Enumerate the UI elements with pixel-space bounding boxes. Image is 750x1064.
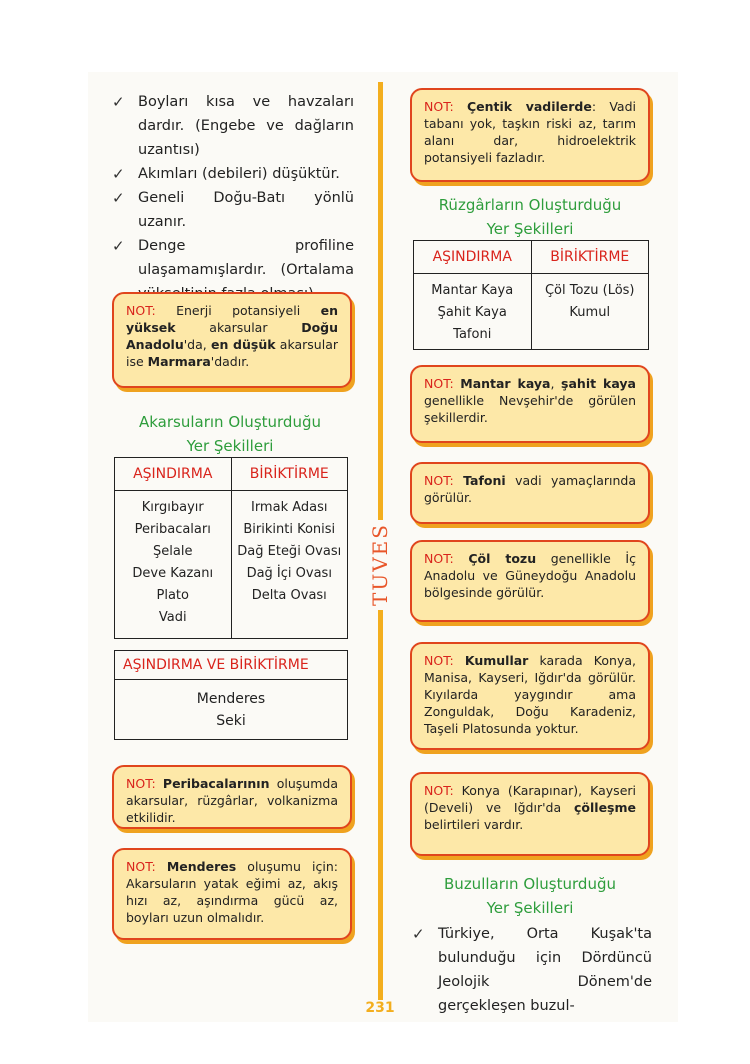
check-icon: ✓ (112, 237, 125, 255)
table-cell: Kırgıbayır Peribacaları Şelale Deve Kazanı Plato Vadi (115, 491, 232, 639)
brand-logo (368, 520, 394, 610)
river-landforms-table (114, 457, 348, 639)
table-header: AŞINDIRMA (115, 458, 232, 491)
section-heading-glaciers: Buzulların Oluşturduğu Yer Şekilleri (444, 875, 616, 917)
list-item: ✓ Geneli Doğu-Batı yönlü uzanır. (112, 186, 354, 234)
note-label: NOT: (126, 859, 156, 874)
erosion-deposition-box (114, 650, 348, 740)
table-header: AŞINDIRMA (414, 241, 532, 274)
page-number: 231 (355, 1000, 405, 1016)
note-label: NOT: (424, 783, 454, 798)
check-icon: ✓ (112, 165, 125, 183)
section-heading-winds: Rüzgârların Oluşturduğu Yer Şekilleri (438, 196, 622, 238)
list-item: ✓ Akımları (debileri) düşüktür. (112, 162, 354, 186)
note-label: NOT: (424, 473, 454, 488)
left-bullet-list (112, 90, 354, 306)
note-label: NOT: (424, 376, 454, 391)
table-header: BİRİKTİRME (231, 458, 348, 491)
note-tafoni: NOT: Tafoni vadi yamaçlarında görülür. (410, 462, 650, 524)
table-header: BİRİKTİRME (531, 241, 649, 274)
check-icon: ✓ (112, 93, 125, 111)
check-icon: ✓ (412, 925, 425, 943)
table-cell: Mantar Kaya Şahit Kaya Tafoni (414, 274, 532, 350)
check-icon: ✓ (112, 189, 125, 207)
list-item: ✓ Türkiye, Orta Kuşak'ta bulunduğu için Dördüncü Jeolojik Dönem'de gerçekleşen buzul- (412, 922, 652, 1018)
wind-landforms-table (413, 240, 649, 350)
box-header: AŞINDIRMA VE BİRİKTİRME (115, 651, 347, 680)
note-mushroom-rock: NOT: Mantar kaya, şahit kaya genellikle Nevşehir'de görülen şekillerdir. (410, 365, 650, 443)
right-bullet-list (412, 922, 652, 1018)
list-item: ✓ Denge profiline ulaşamamışlardır. (Ortalama (112, 234, 354, 306)
note-gorges: NOT: Çentik vadilerde: Vadi tabanı yok, taşkın riski az, tarım alanı dar, hidroelektrik potansiyeli fazladır. (410, 88, 650, 182)
note-label: NOT: (126, 303, 156, 318)
table-cell: Irmak Adası Birikinti Konisi Dağ Eteği Ovası Dağ İçi Ovası Delta Ovası (231, 491, 348, 639)
table-cell: Çöl Tozu (Lös) Kumul (531, 274, 649, 350)
note-energy-potential: NOT: Enerji potansiyeli en yüksek akarsular Doğu Anadolu'da, en düşük akarsular ise Marmara'dadır. (112, 292, 352, 388)
note-meanders: NOT: Menderes oluşumu için: Akarsuların yatak eğimi az, akış hızı az, aşındırma gücü az, boyları uzun olmalıdır. (112, 848, 352, 940)
list-item: ✓ Boyları kısa ve havzaları dardır. (Engebe ve dağların uzantısı) (112, 90, 354, 162)
note-label: NOT: (424, 653, 454, 668)
note-label: NOT: (424, 551, 454, 566)
note-fairy-chimneys: NOT: Peribacalarının oluşumda akarsular, rüzgârlar, volkanizma etkilidir. (112, 765, 352, 829)
section-heading-rivers: Akarsuların Oluşturduğu Yer Şekilleri (139, 413, 321, 455)
note-desertification: NOT: Konya (Karapınar), Kayseri (Develi) ve Iğdır'da çölleşme belirtileri vardır. (410, 772, 650, 856)
note-dunes: NOT: Kumullar karada Konya, Manisa, Kayseri, Iğdır'da görülür. Kıyılarda yaygındır ama Zonguldak, Doğu Karadeniz, Taşeli Platosunda yoktur. (410, 642, 650, 750)
brand-text: TUVES (368, 523, 392, 606)
note-label: NOT: (424, 99, 454, 114)
box-body: Menderes Seki (196, 691, 266, 729)
note-label: NOT: (126, 776, 156, 791)
note-desert-dust: NOT: Çöl tozu genellikle İç Anadolu ve Güneydoğu Anadolu bölgesinde görülür. (410, 540, 650, 622)
